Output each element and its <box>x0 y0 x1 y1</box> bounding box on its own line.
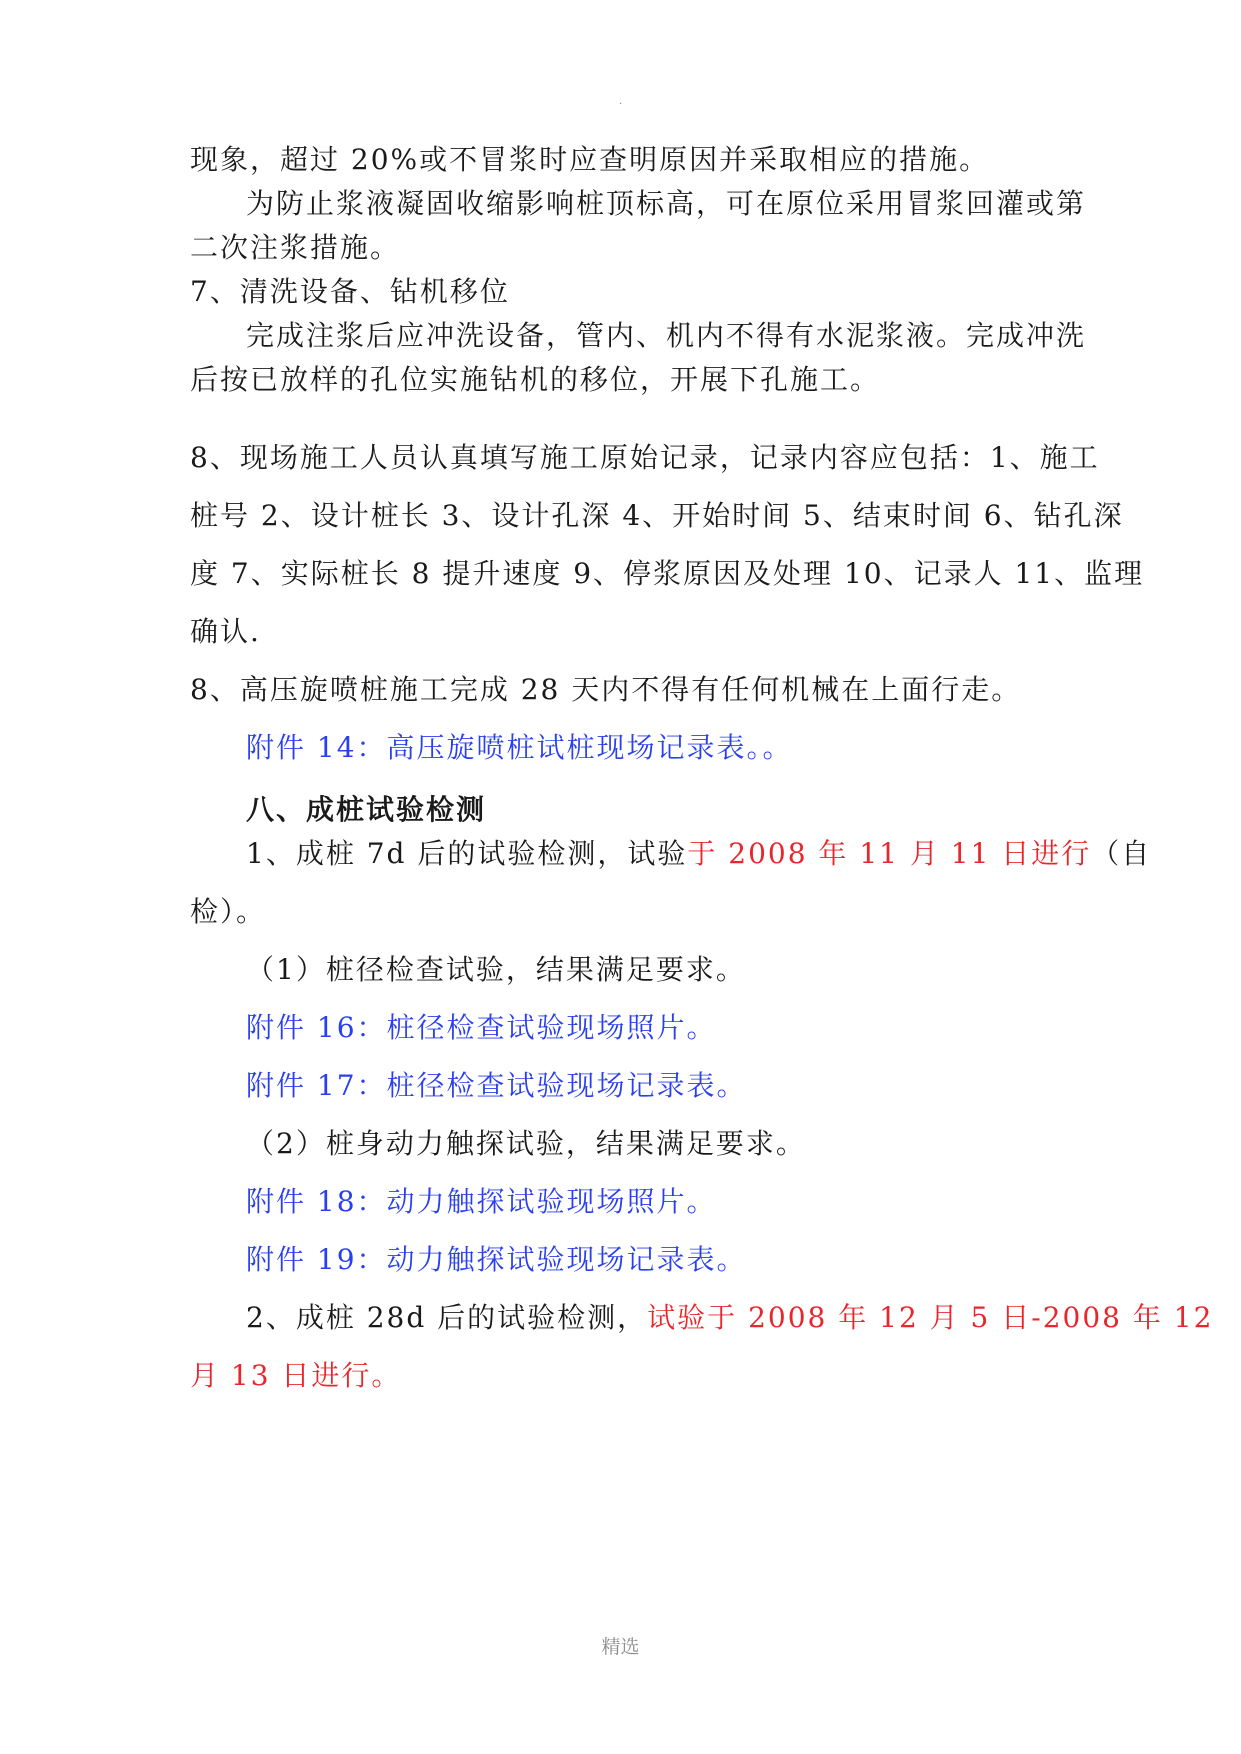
paragraph-line: 8、现场施工人员认真填写施工原始记录，记录内容应包括：1、施工 <box>190 441 1100 474</box>
paragraph-line: 桩号 2、设计桩长 3、设计孔深 4、开始时间 5、结束时间 6、钻孔深 <box>190 499 1124 532</box>
paragraph-line: 8、高压旋喷桩施工完成 28 天内不得有任何机械在上面行走。 <box>190 673 1022 706</box>
attachment-17-link[interactable]: 附件 17：桩径检查试验现场记录表。 <box>246 1069 747 1102</box>
section-7-title: 7、清洗设备、钻机移位 <box>190 275 510 308</box>
paragraph-line: 确认. <box>190 615 261 648</box>
paragraph-line: 度 7、实际桩长 8 提升速度 9、停浆原因及处理 10、记录人 11、监理 <box>190 557 1145 590</box>
paragraph-line: 完成注浆后应冲洗设备，管内、机内不得有水泥浆液。完成冲洗 <box>246 319 1087 352</box>
test-2-date: 试验于 2008 年 12 月 5 日-2008 年 12 <box>647 1301 1214 1334</box>
paragraph-line: 为防止浆液凝固收缩影响桩顶标高，可在原位采用冒浆回灌或第 <box>246 187 1087 220</box>
test-item-1: （1）桩径检查试验，结果满足要求。 <box>246 953 746 986</box>
header-dot: . <box>619 96 623 107</box>
test-1-date: 于 2008 年 11 月 11 日进行 <box>687 837 1092 870</box>
footer-label: 精选 <box>601 1636 640 1658</box>
attachment-19-link[interactable]: 附件 19：动力触探试验现场记录表。 <box>246 1243 747 1276</box>
attachment-14-link[interactable]: 附件 14：高压旋喷桩试桩现场记录表。。 <box>246 731 793 764</box>
test-2-line <box>246 1300 1213 1336</box>
test-1-line <box>246 836 1151 872</box>
test-1-prefix: 1、成桩 7d 后的试验检测，试验 <box>246 837 688 870</box>
paragraph-line: 检）。 <box>190 895 267 928</box>
test-2-prefix: 2、成桩 28d 后的试验检测， <box>246 1301 648 1334</box>
section-8-heading: 八、成桩试验检测 <box>246 793 487 826</box>
test-item-2: （2）桩身动力触探试验，结果满足要求。 <box>246 1127 806 1160</box>
paragraph-line: 现象，超过 20%或不冒浆时应查明原因并采取相应的措施。 <box>190 143 990 176</box>
paragraph-line: 后按已放样的孔位实施钻机的移位，开展下孔施工。 <box>190 363 881 396</box>
attachment-18-link[interactable]: 附件 18：动力触探试验现场照片。 <box>246 1185 717 1218</box>
paragraph-line: 二次注浆措施。 <box>190 231 401 264</box>
attachment-16-link[interactable]: 附件 16：桩径检查试验现场照片。 <box>246 1011 717 1044</box>
test-1-suffix: （自 <box>1091 837 1152 870</box>
test-2-date-cont: 月 13 日进行。 <box>190 1359 402 1392</box>
